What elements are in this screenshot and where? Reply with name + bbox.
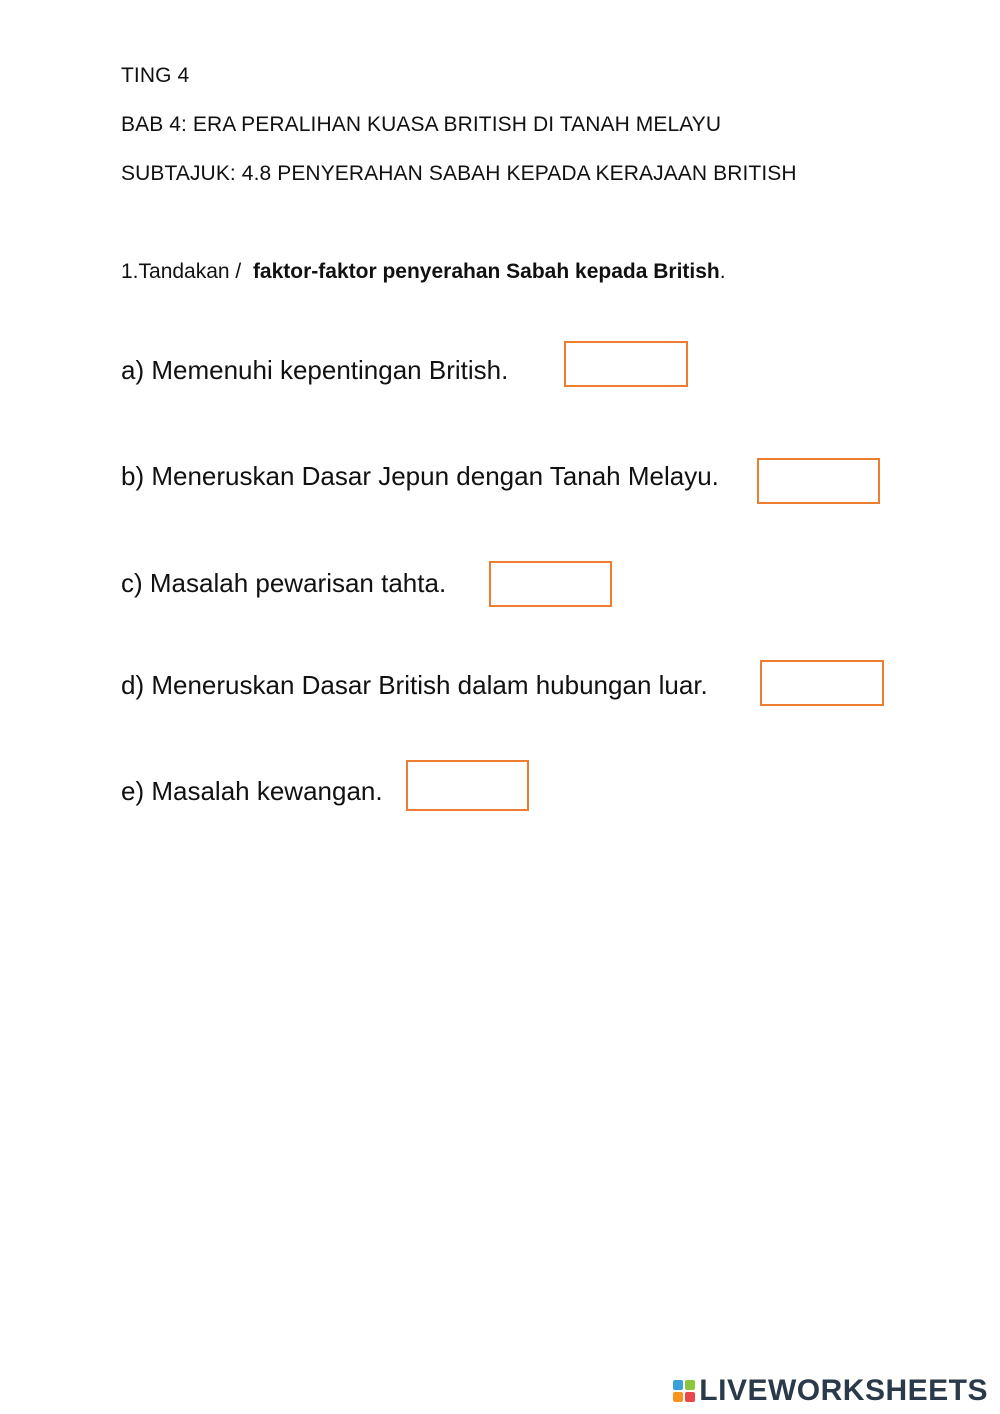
answer-box-b[interactable]	[757, 458, 880, 504]
item-c-label: c) Masalah pewarisan tahta.	[121, 568, 447, 598]
item-e-label: e) Masalah kewangan.	[121, 776, 383, 806]
instruction-bold: faktor-faktor penyerahan Sabah kepada British	[252, 260, 720, 283]
item-a-label: a) Memenuhi kepentingan British.	[121, 355, 509, 385]
answer-box-a[interactable]	[564, 341, 688, 387]
answer-box-e[interactable]	[406, 760, 529, 811]
instruction-prefix: 1.Tandakan /	[121, 260, 242, 283]
chapter-title: BAB 4: ERA PERALIHAN KUASA BRITISH DI TANAH MELAYU	[121, 113, 722, 136]
brand-wordmark: LIVEWORKSHEETS	[699, 1374, 988, 1407]
grade-level: TING 4	[121, 64, 190, 87]
liveworksheets-logo-icon	[673, 1380, 695, 1402]
question-instruction	[121, 260, 726, 284]
instruction-suffix: .	[719, 260, 726, 283]
answer-box-c[interactable]	[489, 561, 612, 607]
liveworksheets-brand	[673, 1374, 988, 1408]
item-d-label: d) Meneruskan Dasar British dalam hubungan luar.	[121, 670, 708, 700]
subtopic-title: SUBTAJUK: 4.8 PENYERAHAN SABAH KEPADA KERAJAAN BRITISH	[121, 162, 797, 185]
item-b-label: b) Meneruskan Dasar Jepun dengan Tanah Melayu.	[121, 461, 719, 491]
answer-box-d[interactable]	[760, 660, 884, 706]
